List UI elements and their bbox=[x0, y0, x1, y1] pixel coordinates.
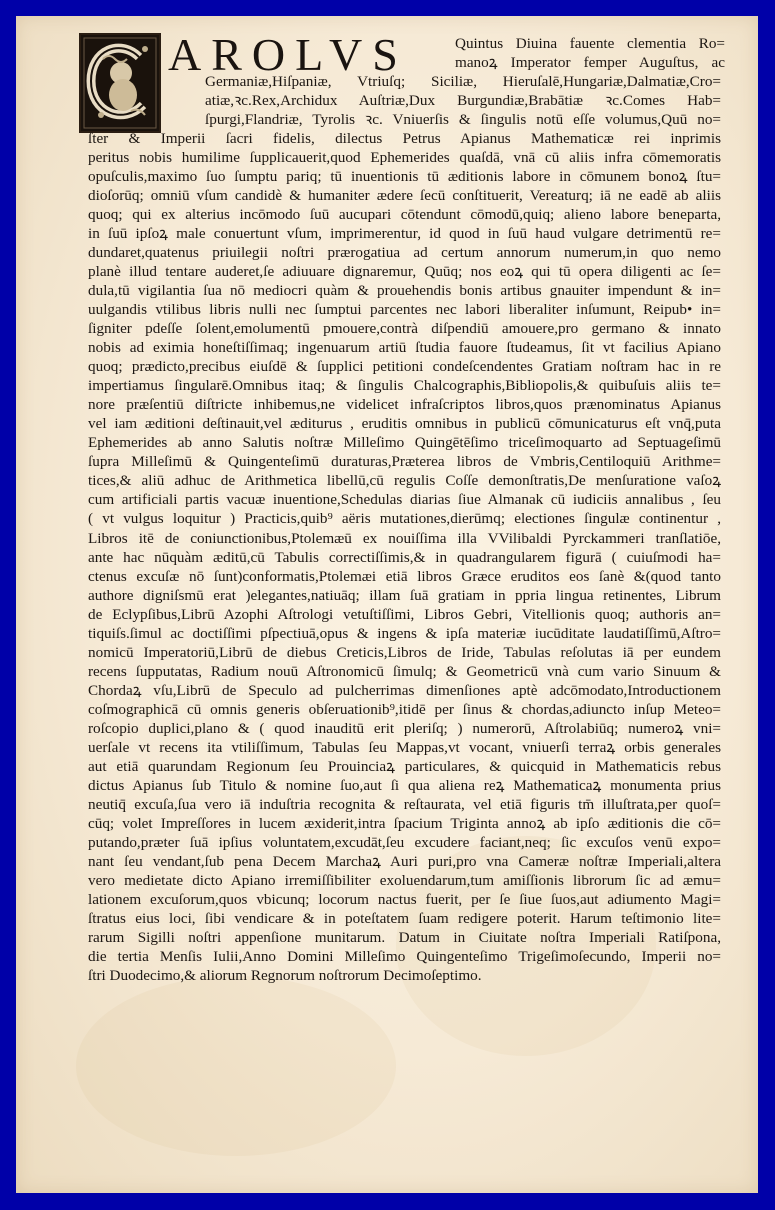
text-line: uerſale vt recens ita vtiliſſimum, Tabulas ſeu Mappas,vt vocant, vniuerſi terraꝝ orbis generales bbox=[88, 738, 721, 756]
text-line: ſtratus eius loci, ſibi vendicare & in poteſtatem ſuam redigere poterit. Harum teſtimonio lite= bbox=[88, 909, 721, 927]
text-line: nomicū Imperatoriū,Librū de diebus Creticis,Libros de Iride, Tabulas reſolutas iā per eundem bbox=[88, 643, 721, 661]
text-line: neutiq̄ excuſa,ſua vero iā induſtria recognita & reſtaurata, vel etiā figuris tm̄ illuſtrata,per quoſ= bbox=[88, 795, 721, 813]
text-line: cum artificiali partis vacuæ inuentione,Schedulas diarias ſiue Almanak cū iudiciis annalibus , ſeu bbox=[88, 491, 721, 509]
text-line: vel iam æditioni deſtinauit,vel æditurus , eruditis omnibus in publicū cōmunicaturus eſt vnq̄,puta bbox=[88, 415, 721, 433]
text-line: ſupra Milleſimū & Quingenteſimū duraturas,Præterea libros de Vmbris,Centiloquiū Arithme= bbox=[88, 453, 721, 471]
text-line: de Eclypſibus,Librū Azophi Aſtrologi vetuſtiſſimi, Libros Gebri, Vitellionis quoq; authoris an= bbox=[88, 605, 721, 623]
text-line: atiæ,ꝛc.Rex,Archidux Auſtriæ,Dux Burgundiæ,Brabātiæ ꝛc.Comes Hab= bbox=[205, 92, 721, 110]
text-line: recens ſupputatas, Radium nouū Aſtronomicū ſimulq; & Geometricū vnà cum vario Sinuum & bbox=[88, 662, 721, 680]
text-line: nobis ad eximia honeſtiſſimaq; ingenuarum artiū ſtudia fauore ſtudeamus, ſit vt facilius Apiano bbox=[88, 339, 721, 357]
text-line: dula,tū vigilantia ſua nō mediocri quàm & prouehendis bonis artibus gnauiter impendunt & in= bbox=[88, 282, 721, 300]
text-line: ſpurgi,Flandriæ, Tyrolis ꝛc. Vniuerſis & ſingulis notū eſſe volumus,Quū no= bbox=[205, 111, 721, 129]
text-line: Libros itē de coniunctionibus,Ptolemæū ex nouiſſima illa VVilibaldi Pyrckammeri tranſlatiōe, bbox=[88, 529, 721, 547]
text-line: tiquiſs.ſimul ac doctiſſimi pſpectiuā,opus & ingens & ipſa materiæ iucūditate laudatiſſimū,Aſtro= bbox=[88, 624, 721, 642]
text-line: ſigniter pdeſſe ſolent,emolumentū pmouere,contrà diſpendiū amouere,pro germano & innato bbox=[88, 320, 721, 338]
text-line: tices,& aliū adhuc de Arithmetica libellū,cū regulis Coſſe demonſtratis,De menſuratione vaſoꝝ bbox=[88, 472, 721, 490]
text-line: nant ſeu vendant,ſub pena Decem Marchaꝝ Auri puri,pro vna Cameræ noſtræ Imperiali,altera bbox=[88, 852, 721, 870]
text-line: dioſorūq; omniū vſum candidè & humaniter ædere ſecū conſtituerit, Vereaturq; iā ne eadē ab aliis bbox=[88, 187, 721, 205]
text-line: manoꝝ Imperator femper Auguſtus, ac bbox=[455, 54, 725, 71]
text-line: aut etiā quarundam Regionum ſeu Prouinciaꝝ particulares, & quicquid in Mathematicis rebus bbox=[88, 757, 721, 775]
text-line: nore præſentiū diſtricte inhibemus,ne videlicet infraſcriptos libros,quos prænominatus Apianus bbox=[88, 396, 721, 414]
text-line: ſter & Imperii ſacri fidelis, dilectus Petrus Apianus Mathematicæ rei inprimis bbox=[88, 130, 721, 148]
text-line: ante hac nūquàm æditū,cū Tabulis correctiſſimis,& in quadrangularem figurā ( cuiuſmodi ha= bbox=[88, 548, 721, 566]
text-line: Ephemerides ab anno Salutis noſtræ Milleſimo Quingētēſimo triceſimoquarto ad Septuageſimū bbox=[88, 434, 721, 452]
text-line: dictus Apianus ſub Titulo & nomine ſuo,aut ſi qua aliena reꝝ Mathematicaꝝ monumenta prius bbox=[88, 776, 721, 794]
text-line: quoq; qui ex alterius incōmodo ſuū aucupari cōtendunt cōmodū,quiq; alieno labore beneparta, bbox=[88, 206, 721, 224]
text-line: cūq; volet Impreſſores in lucem æxiderit,intra ſpacium Triginta annoꝝ ab ipſo æditionis die cō= bbox=[88, 814, 721, 832]
text-line: vero medietate dicto Apiano irremiſſibiliter exoluendarum,tum amiſſionis librorum ſic ad æmu= bbox=[88, 871, 721, 889]
text-line: die tertia Menſis Iulii,Anno Domini Milleſimo Quingenteſimo Trigeſimoſecundo, Imperii no= bbox=[88, 947, 721, 965]
text-line: putando,præter ſuā ipſius voluntatem,excudāt,ſeu excudere faciant,neq; ſic excuſos venū expo= bbox=[88, 833, 721, 851]
text-line: ctenus excuſæ nō ſunt)conformatis,Ptolemæi etiā libros Græce eruditos eos ſanè &(quod tanto bbox=[88, 567, 721, 585]
text-line: Chordaꝝ vſu,Librū de Speculo ad pulcherrimas dimenſiones aptè adcōmodato,Introductionem bbox=[88, 681, 721, 699]
text-line: Germaniæ,Hiſpaniæ, Vtriuſq; Siciliæ, Hieruſalē,Hungariæ,Dalmatiæ,Cro= bbox=[205, 73, 721, 91]
heading-continuation: Quintus Diuina fauente clementia Ro= bbox=[455, 35, 725, 52]
decorated-initial-c-icon bbox=[79, 33, 161, 133]
text-line: opuſculis,maximo ſuo ſumptu pariq; tū inuentionis tū æditionis labore in cōmunem bonoꝝ ſtu= bbox=[88, 168, 721, 186]
text-line: ſtri Duodecimo,& aliorum Regnorum noſtrorum Decimoſeptimo. bbox=[88, 966, 482, 984]
text-line: uulgandis vtilibus libris nulli nec ſumptui parcentes nec labori liberaliter inſumunt, Reipub• in= bbox=[88, 301, 721, 319]
text-line: in ſuū ipſoꝝ male conuertunt vſum, imprimerentur, id quod in ſuū haud vulgare detrimentū re= bbox=[88, 225, 721, 243]
text-line: impertiamus ſingularē.Omnibus itaq; & ſingulis Chalcographis,Bibliopolis,& quibuſuis aliis te= bbox=[88, 377, 721, 395]
text-line: dundaret,quatenus priuilegii noſtri prærogatiua ad certum annorum numerum,in quo nemo bbox=[88, 244, 721, 262]
text-line: roſcopio duplici,plano & ( quod inauditū erit pleriſq; ) numerorū, Aſtrolabiūq; numeroꝝ vni= bbox=[88, 719, 721, 737]
text-line: ( vt vulgus loquitur ) Practicis,quib⁹ aëris mutationes,dierūmq; electiones ſingulæ continentur , bbox=[88, 510, 721, 528]
paper-stain bbox=[76, 976, 396, 1156]
text-line: rarum Sigilli noſtri appenſione munitarum. Datum in Ciuitate noſtra Imperiali Ratiſpona, bbox=[88, 928, 721, 946]
text-line: peritus nobis humilime ſupplicauerit,quod Ephemerides quaſdā, vnā cū aliis infra cōmemoratis bbox=[88, 149, 721, 167]
text-line: lationem excuſorum,quos vbicunq; locorum nactus fuerit, per ſe ſiue ſuos,aut adiumento Magi= bbox=[88, 890, 721, 908]
initial-word: AROLVS bbox=[168, 29, 408, 80]
text-line: authore digniſsmū erat )elegantes,natiuāq; illam ſuā gratiam in ppria lingua retinentes, Librum bbox=[88, 586, 721, 604]
text-line: planè illud tentare auderet,ſe adiuuare dignaremur, Quūq; nos eoꝝ qui tū opera diligenti ac ſe= bbox=[88, 263, 721, 281]
text-line: coſmographicā cū omnis generis obſeruationib⁹,itidē per ſinus & chordas,adiuncto inſup Meteo= bbox=[88, 700, 721, 718]
text-line: quoq; prædicto,precibus eiuſdē & ſupplici petitioni condeſcendentes Gratiam noſtram hac in re bbox=[88, 358, 721, 376]
